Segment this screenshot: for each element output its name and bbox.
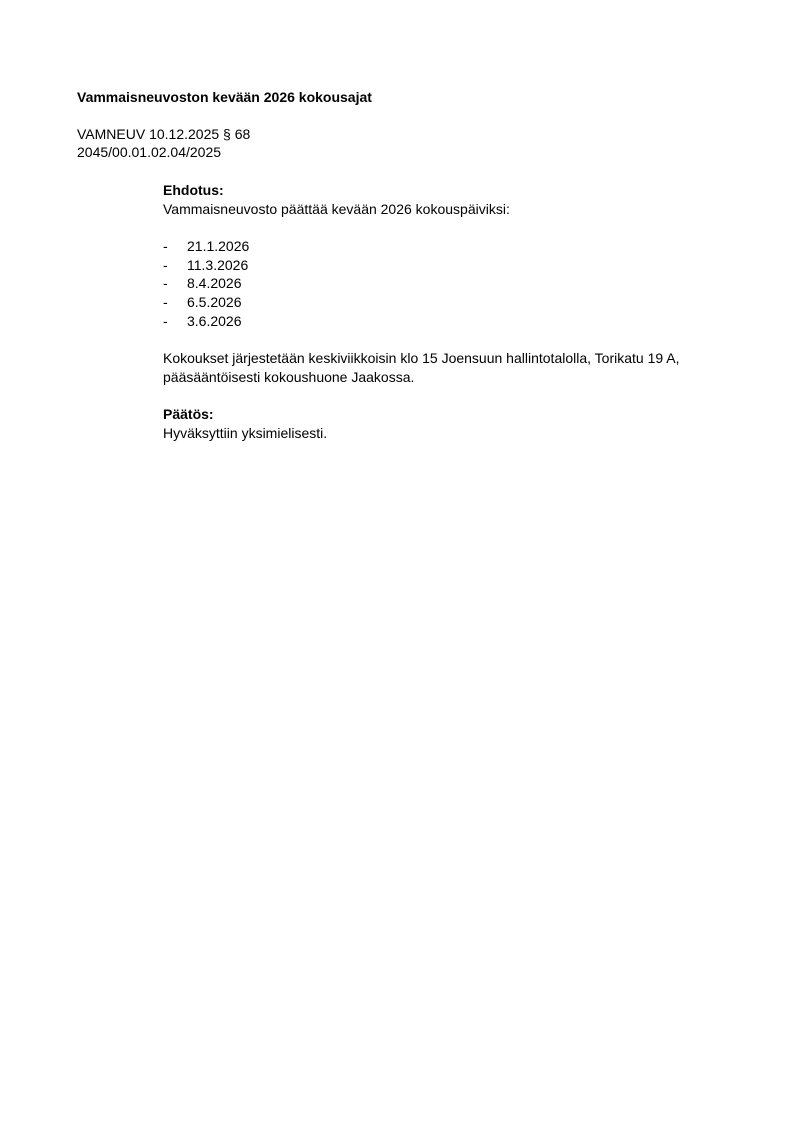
- meeting-date: 21.1.2026: [187, 238, 250, 255]
- list-item: [163, 312, 723, 331]
- list-item: [163, 256, 723, 275]
- list-bullet: -: [163, 238, 168, 255]
- decision-text: Hyväksyttiin yksimielisesti.: [163, 424, 328, 441]
- list-bullet: -: [163, 275, 168, 292]
- proposal-heading: Ehdotus:: [163, 182, 224, 198]
- list-bullet: -: [163, 256, 168, 273]
- meeting-date: 8.4.2026: [187, 275, 242, 292]
- decision-heading: Päätös:: [163, 406, 214, 423]
- list-item: [163, 293, 723, 312]
- meeting-date: 3.6.2026: [187, 312, 242, 329]
- location-paragraph: [163, 349, 723, 386]
- list-bullet: -: [163, 312, 168, 329]
- meeting-date: 6.5.2026: [187, 293, 242, 310]
- proposal-intro: Vammaisneuvosto päättää kevään 2026 kokouspäiviksi:: [163, 200, 510, 217]
- document-meta: [77, 125, 250, 161]
- document-body: [163, 181, 723, 443]
- decision-section: [163, 405, 723, 442]
- list-bullet: -: [163, 293, 168, 310]
- meeting-date: 11.3.2026: [187, 256, 249, 273]
- location-line: Kokoukset järjestetään keskiviikkoisin klo 15 Joensuun hallintotalolla, Torikatu 19 A,: [163, 350, 680, 367]
- meeting-reference: VAMNEUV 10.12.2025 § 68: [77, 126, 251, 142]
- case-number: 2045/00.01.02.04/2025: [77, 144, 222, 160]
- list-item: [163, 274, 723, 293]
- meeting-dates-list: [163, 237, 723, 330]
- location-line: pääsääntöisesti kokoushuone Jaakossa.: [163, 368, 415, 385]
- document-title: Vammaisneuvoston kevään 2026 kokousajat: [77, 89, 372, 105]
- list-item: [163, 237, 723, 256]
